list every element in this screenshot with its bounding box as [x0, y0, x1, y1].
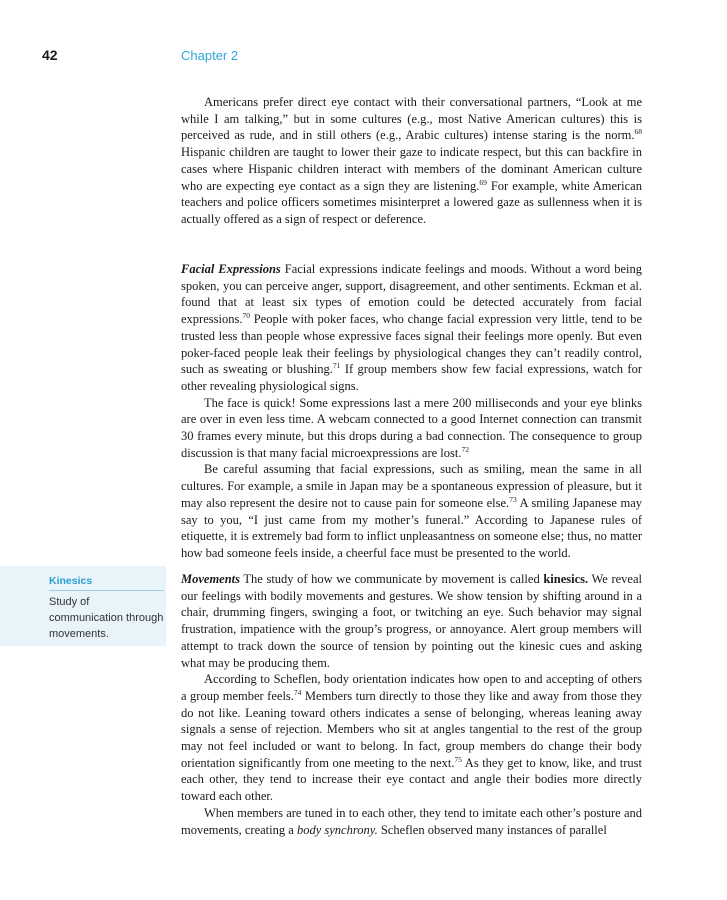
margin-divider: [49, 590, 164, 591]
paragraph-text: For example, white American teachers and police officers sometimes misinterpret a lowered gaze as sullenness when it is actually offered as a sign of respect or deference.: [181, 178, 642, 226]
paragraph-text: Facial expressions indicate feelings and moods. Without a word being spoken, you can perceive anger, support, disagreement, and other sentiments. Eckman et al. found that at least six types of emotion could be detected accurately from facial expressions.: [181, 262, 642, 327]
paragraph-text: Hispanic children are taught to lower their gaze to indicate respect, but this can backfire in cases where Hispanic children interact with members of the dominant American culture who are expecting eye contact as a sign they are listening.: [181, 145, 642, 193]
paragraph-movements: [181, 571, 642, 671]
footnote-ref: 73: [509, 494, 517, 504]
text-block-eye-contact: [181, 94, 642, 228]
paragraph-eye-contact: [181, 94, 642, 228]
paragraph-text: According to Scheflen, body orientation indicates how open to and accepting of others a group member feels.: [181, 672, 642, 703]
chapter-title: Chapter 2: [181, 48, 239, 63]
footnote-ref: 72: [461, 444, 469, 454]
footnote-ref: 70: [242, 310, 250, 320]
paragraph-smile-cultures: [181, 461, 642, 561]
paragraph-text: Americans prefer direct eye contact with their conversational partners, “Look at me while I am talking,” but in some cultures (e.g., most Native American cultures) this is perceived as rude, and in still others (e.g., Arabic cultures) intense staring is the norm.: [181, 95, 642, 143]
section-heading-movements: Movements: [181, 572, 241, 586]
paragraph-text: Be careful assuming that facial expressions, such as smiling, mean the same in all cultures. For example, a smile in Japan may be a spontaneous expression of pleasure, but it may also represent the desire not to cause pain for someone else.: [181, 462, 642, 510]
footnote-ref: 71: [332, 361, 341, 371]
footnote-ref: 68: [634, 127, 642, 137]
paragraph-text: The study of how we communicate by movement is called: [240, 572, 544, 586]
text-block-movements: [181, 571, 642, 838]
paragraph-body-synchrony: [181, 805, 642, 838]
paragraph-text: When members are tuned in to each other, they tend to imitate each other’s posture and movements, creating a: [181, 805, 642, 837]
paragraph-text: Members turn directly to those they like and away from those they do not like. Leaning toward others indicates a sense of belonging, whereas leaning away signals a sense of rejection. Members who sit at angles tangential to the rest of the group may not feel included or want to belong. In fact, group members do change their body orientation significantly from one meeting to the next.: [181, 688, 642, 770]
paragraph-text: The face is quick! Some expressions last a mere 200 milliseconds and your eye blinks are over in even less time. A webcam connected to a good Internet connection can transmit 30 frames every minute, but this drops during a bad connection. The consequence to group discussion is that many facial microexpressions are lost.: [181, 395, 642, 460]
section-heading-facial-expressions: Facial Expressions: [181, 262, 281, 276]
paragraph-text: A smiling Japanese may say to you, “I just came from my mother’s funeral.” According to Japanese rules of etiquette, it is extremely bad form to inflict unpleasantness on someone else; thus, no matter how bad someone feels inside, a cheerful face must be presented to the world.: [181, 495, 642, 560]
emphasized-term: body synchrony.: [296, 822, 378, 837]
paragraph-facial-expressions: [181, 261, 642, 395]
footnote-ref: 74: [293, 687, 302, 697]
page-number: 42: [42, 47, 58, 63]
paragraph-text: We reveal our feelings with bodily movements and gestures. We show tension by shifting around in a chair, drumming fingers, swinging a foot, or twitching an eye. Such behavior may signal frustration, impatience with the group’s progress, or annoyance. Alert group members will attempt to track down the source of tension by pointing out the kinesic cues and asking what may be producing them.: [181, 572, 642, 670]
paragraph-text: If group members show few facial expressions, watch for other revealing physiological signs.: [181, 362, 642, 393]
paragraph-text: Scheflen observed many instances of parallel: [377, 822, 607, 837]
text-block-facial-expressions: [181, 261, 642, 562]
footnote-ref: 69: [479, 177, 487, 187]
margin-glossary-definition: Study of communication through movements.: [49, 596, 164, 640]
paragraph-text: People with poker faces, who change facial expression very little, tend to be trusted less than people whose expressive faces signal their feelings more openly. But even poker-faced people leak their feelings by physiological changes they can’t readily control, such as sweating or blushing.: [181, 312, 642, 377]
paragraph-face-quick: [181, 395, 642, 462]
footnote-ref: 75: [454, 754, 462, 764]
key-term-kinesics: kinesics.: [543, 572, 589, 586]
paragraph-text: As they get to know, like, and trust each other, they tend to increase their eye contact and angle their bodies more directly toward each other.: [181, 755, 642, 804]
margin-glossary-term: Kinesics: [49, 575, 93, 587]
paragraph-body-orientation: [181, 671, 642, 805]
